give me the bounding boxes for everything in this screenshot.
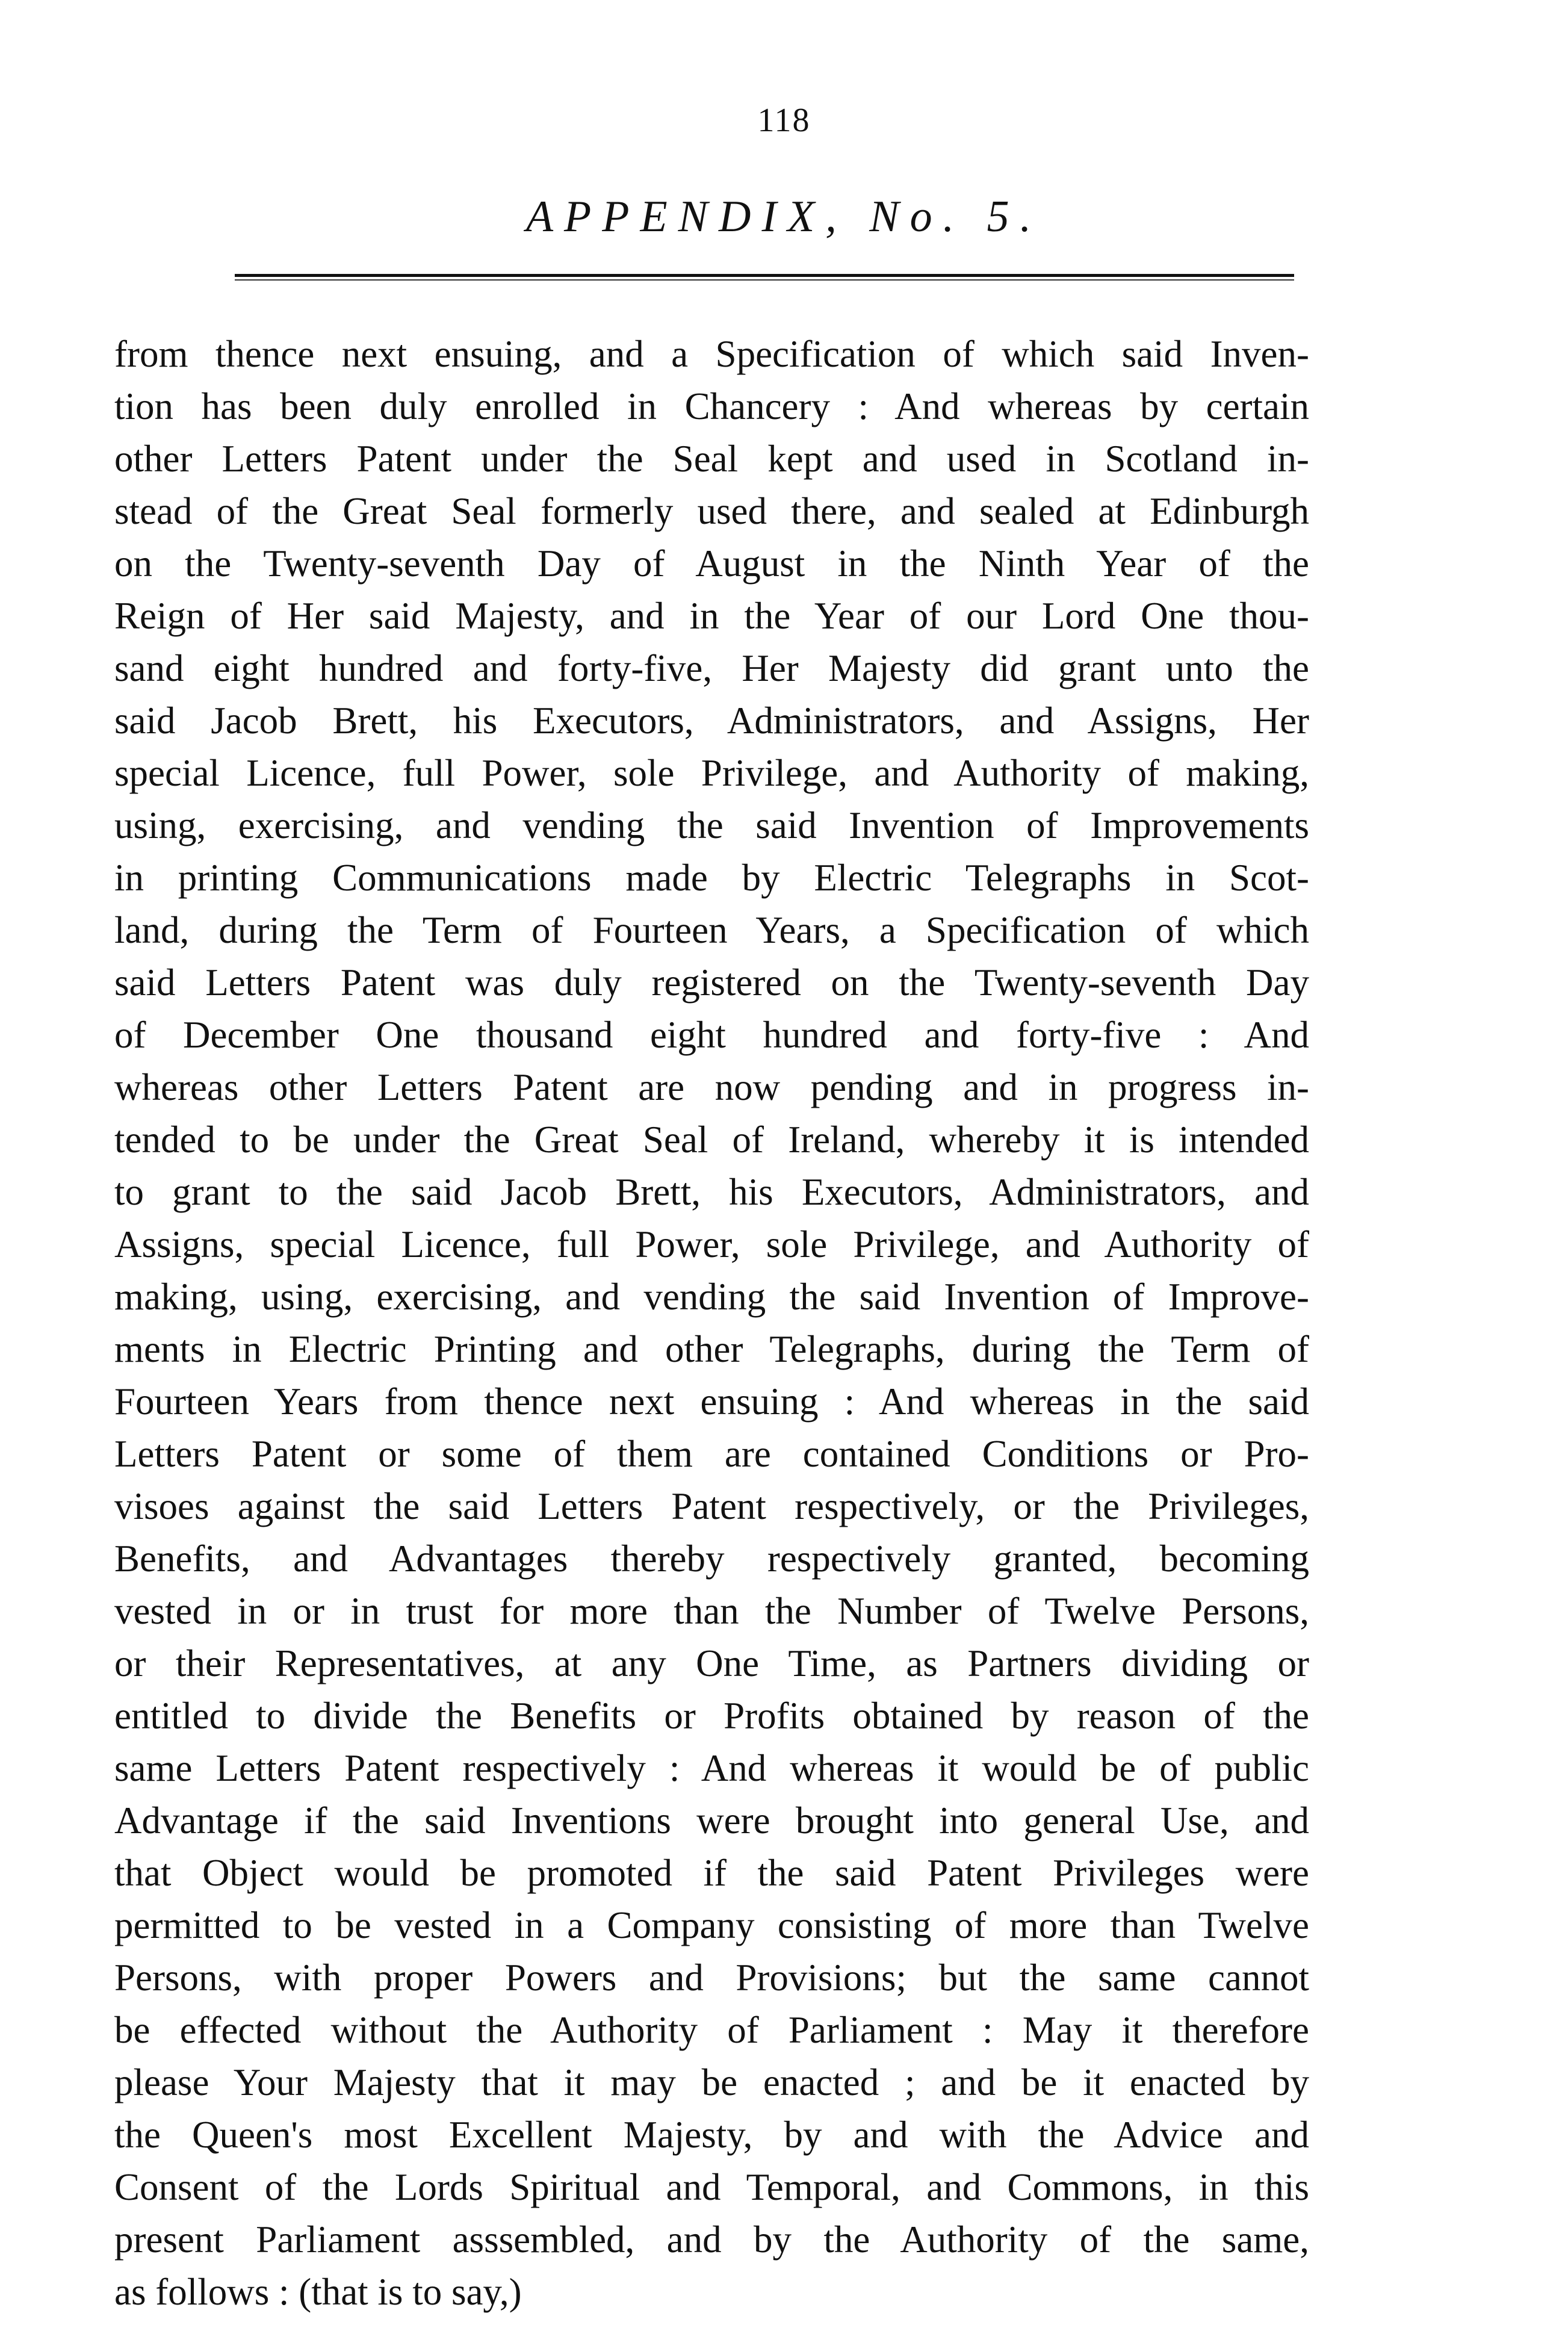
page-number: 118 <box>757 102 811 139</box>
text-line: Fourteen Years from thence next ensuing : And whereas in the said <box>114 1380 1309 1423</box>
text-line: said Jacob Brett, his Executors, Administrators, and Assigns, Her <box>114 700 1309 742</box>
text-line: be effected without the Authority of Parliament : May it therefore <box>114 2009 1309 2051</box>
text-line: as follows : (that is to say,) <box>114 2271 522 2313</box>
text-line: vested in or in trust for more than the Number of Twelve Persons, <box>114 1590 1309 1632</box>
text-line: present Parliament asssembled, and by the Authority of the same, <box>114 2218 1309 2261</box>
text-line: using, exercising, and vending the said Invention of Improvements <box>114 804 1309 846</box>
text-line: whereas other Letters Patent are now pending and in progress in- <box>114 1066 1309 1108</box>
text-line: that Object would be promoted if the said Patent Privileges were <box>114 1852 1309 1894</box>
text-line: or their Representatives, at any One Time, as Partners dividing or <box>114 1642 1309 1684</box>
text-line: other Letters Patent under the Seal kept and used in Scotland in- <box>114 438 1309 480</box>
text-line: from thence next ensuing, and a Specification of which said Inven- <box>114 333 1309 375</box>
text-line: tended to be under the Great Seal of Ireland, whereby it is intended <box>114 1119 1309 1161</box>
text-line: Advantage if the said Inventions were brought into general Use, and <box>114 1799 1309 1842</box>
text-line: sand eight hundred and forty-five, Her Majesty did grant unto the <box>114 647 1309 689</box>
text-line: tion has been duly enrolled in Chancery : And whereas by certain <box>114 385 1309 427</box>
text-line: ments in Electric Printing and other Telegraphs, during the Term of <box>114 1328 1309 1370</box>
running-head: APPENDIX, No. 5. <box>525 192 1043 241</box>
text-line: making, using, exercising, and vending the said Invention of Improve- <box>114 1276 1309 1318</box>
text-line: said Letters Patent was duly registered on the Twenty-seventh Day <box>114 961 1309 1004</box>
text-line: to grant to the said Jacob Brett, his Executors, Administrators, and <box>114 1171 1309 1213</box>
text-line: Persons, with proper Powers and Provisions; but the same cannot <box>114 1957 1309 1999</box>
text-line: land, during the Term of Fourteen Years, a Specification of which <box>114 909 1309 951</box>
text-line: stead of the Great Seal formerly used there, and sealed at Edinburgh <box>114 490 1309 532</box>
text-line: the Queen's most Excellent Majesty, by and with the Advice and <box>114 2114 1309 2156</box>
text-line: visoes against the said Letters Patent respectively, or the Privileges, <box>114 1485 1309 1527</box>
text-line: Assigns, special Licence, full Power, sole Privilege, and Authority of <box>114 1223 1309 1265</box>
text-line: Reign of Her said Majesty, and in the Year of our Lord One thou- <box>114 595 1309 637</box>
text-line: permitted to be vested in a Company consisting of more than Twelve <box>114 1904 1309 1946</box>
body-text <box>114 328 1309 2318</box>
text-line: in printing Communications made by Electric Telegraphs in Scot- <box>114 857 1309 899</box>
text-line: please Your Majesty that it may be enacted ; and be it enacted by <box>114 2061 1309 2103</box>
text-line: Benefits, and Advantages thereby respectively granted, becoming <box>114 1538 1309 1580</box>
text-line: entitled to divide the Benefits or Profits obtained by reason of the <box>114 1695 1309 1737</box>
text-line: Letters Patent or some of them are contained Conditions or Pro- <box>114 1433 1309 1475</box>
text-line: Consent of the Lords Spiritual and Temporal, and Commons, in this <box>114 2166 1309 2208</box>
header-rule-thick <box>235 274 1294 277</box>
text-line: on the Twenty-seventh Day of August in the Ninth Year of the <box>114 542 1309 585</box>
text-line: same Letters Patent respectively : And whereas it would be of public <box>114 1747 1309 1789</box>
text-line: of December One thousand eight hundred and forty-five : And <box>114 1014 1309 1056</box>
header-rule-thin <box>235 279 1294 281</box>
text-line: special Licence, full Power, sole Privilege, and Authority of making, <box>114 752 1309 794</box>
